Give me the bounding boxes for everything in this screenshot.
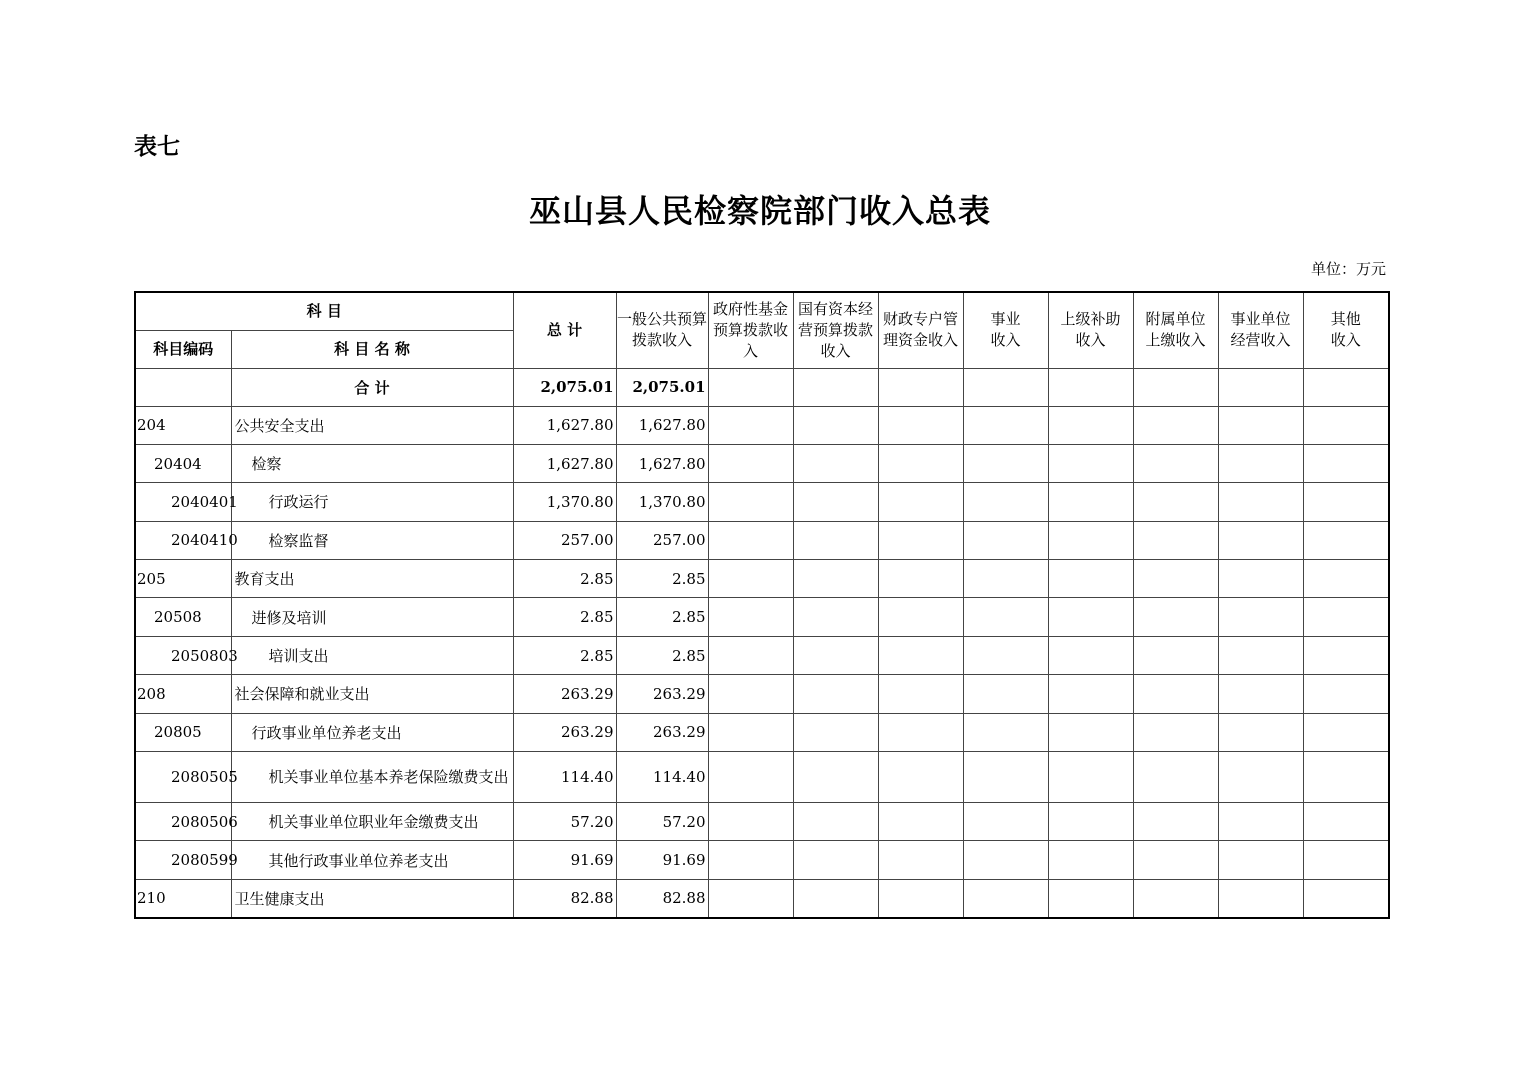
empty-cell <box>793 483 878 521</box>
subject-code-cell: 2050803 <box>135 636 231 674</box>
empty-cell <box>1218 879 1303 917</box>
header-total: 总 计 <box>513 292 616 368</box>
empty-cell <box>1048 675 1133 713</box>
empty-cell <box>793 803 878 841</box>
total-amount-cell: 257.00 <box>513 521 616 559</box>
empty-cell <box>1048 521 1133 559</box>
general-budget-cell: 91.69 <box>616 841 708 879</box>
empty-cell <box>878 444 963 482</box>
unit-label: 单位：万元 <box>1310 260 1386 278</box>
empty-cell <box>878 483 963 521</box>
empty-cell <box>878 879 963 917</box>
subject-name-cell: 社会保障和就业支出 <box>231 675 513 713</box>
empty-cell <box>1218 406 1303 444</box>
general-budget-cell: 57.20 <box>616 803 708 841</box>
table-row <box>135 675 1389 713</box>
table-row <box>135 444 1389 482</box>
empty-cell <box>963 713 1048 751</box>
table-row <box>135 713 1389 751</box>
subject-name-cell: 行政事业单位养老支出 <box>231 713 513 751</box>
empty-cell <box>1133 675 1218 713</box>
empty-cell <box>1218 483 1303 521</box>
table-row <box>135 406 1389 444</box>
empty-cell <box>793 521 878 559</box>
general-budget-cell: 1,627.80 <box>616 406 708 444</box>
empty-cell <box>1048 752 1133 803</box>
subject-code-cell: 210 <box>135 879 231 917</box>
empty-cell <box>1218 752 1303 803</box>
empty-cell <box>793 752 878 803</box>
empty-cell <box>878 675 963 713</box>
empty-cell <box>963 560 1048 598</box>
total-label: 合 计 <box>231 368 513 406</box>
empty-cell <box>708 675 793 713</box>
empty-cell <box>708 483 793 521</box>
header-superior-subsidy: 上级补助收入 <box>1048 292 1133 368</box>
general-budget-cell: 263.29 <box>616 713 708 751</box>
page-title: 巫山县人民检察院部门收入总表 <box>528 192 991 230</box>
subject-code-cell: 205 <box>135 560 231 598</box>
empty-cell <box>1303 879 1389 917</box>
empty-cell <box>708 444 793 482</box>
empty-cell <box>963 521 1048 559</box>
empty-cell <box>963 636 1048 674</box>
subject-code-cell: 20805 <box>135 713 231 751</box>
empty-cell <box>793 406 878 444</box>
total-amount-cell: 1,370.80 <box>513 483 616 521</box>
empty-cell <box>1048 444 1133 482</box>
empty-cell <box>708 406 793 444</box>
header-affiliated-income: 附属单位上缴收入 <box>1133 292 1218 368</box>
header-general-budget: 一般公共预算拨款收入 <box>616 292 708 368</box>
empty-cell <box>963 675 1048 713</box>
empty-cell <box>1048 803 1133 841</box>
empty-cell <box>1048 560 1133 598</box>
empty-cell <box>1218 636 1303 674</box>
empty-cell <box>708 752 793 803</box>
table-row <box>135 803 1389 841</box>
empty-cell <box>1303 636 1389 674</box>
empty-cell <box>1218 803 1303 841</box>
subject-name-cell: 其他行政事业单位养老支出 <box>231 841 513 879</box>
income-summary-table <box>134 291 1390 919</box>
subject-code-cell: 204 <box>135 406 231 444</box>
total-row <box>135 368 1389 406</box>
subject-code-cell: 2080505 <box>135 752 231 803</box>
subject-code-cell: 208 <box>135 675 231 713</box>
header-other-income: 其他收入 <box>1303 292 1389 368</box>
header-state-capital: 国有资本经营预算拨款收入 <box>793 292 878 368</box>
subject-code-cell: 2040410 <box>135 521 231 559</box>
empty-cell <box>1048 713 1133 751</box>
subject-name-cell: 机关事业单位基本养老保险缴费支出 <box>231 752 513 803</box>
empty-cell <box>708 803 793 841</box>
table-row <box>135 879 1389 917</box>
empty-cell <box>1133 713 1218 751</box>
empty-cell <box>793 675 878 713</box>
table-row <box>135 560 1389 598</box>
total-amount-cell: 2.85 <box>513 636 616 674</box>
table-label: 表七 <box>134 134 180 160</box>
empty-cell <box>878 752 963 803</box>
empty-cell <box>793 560 878 598</box>
table-row <box>135 841 1389 879</box>
subject-name-cell: 卫生健康支出 <box>231 879 513 917</box>
empty-cell <box>1048 841 1133 879</box>
header-business-income: 事业收入 <box>963 292 1048 368</box>
empty-cell <box>1303 675 1389 713</box>
general-budget-cell: 1,627.80 <box>616 444 708 482</box>
empty-cell <box>708 521 793 559</box>
empty-cell <box>878 841 963 879</box>
empty-cell <box>1303 713 1389 751</box>
general-budget-cell: 2.85 <box>616 598 708 636</box>
table-row <box>135 483 1389 521</box>
empty-cell <box>1303 483 1389 521</box>
empty-cell <box>1133 841 1218 879</box>
empty-cell <box>708 598 793 636</box>
empty-cell <box>878 713 963 751</box>
empty-cell <box>878 406 963 444</box>
header-subject-group: 科 目 <box>135 292 513 330</box>
table-row <box>135 752 1389 803</box>
empty-cell <box>1133 803 1218 841</box>
general-budget-cell: 2.85 <box>616 560 708 598</box>
empty-cell <box>1133 598 1218 636</box>
total-general-budget: 2,075.01 <box>616 368 708 406</box>
empty-cell <box>1303 406 1389 444</box>
empty-cell <box>1133 752 1218 803</box>
empty-cell <box>1303 803 1389 841</box>
total-amount-cell: 1,627.80 <box>513 406 616 444</box>
empty-cell <box>1048 879 1133 917</box>
empty-cell <box>1133 444 1218 482</box>
empty-cell <box>708 560 793 598</box>
empty-cell <box>1303 598 1389 636</box>
empty-cell <box>793 713 878 751</box>
empty-cell <box>1048 598 1133 636</box>
empty-cell <box>1133 636 1218 674</box>
header-subject-code: 科目编码 <box>135 330 231 368</box>
empty-cell <box>963 841 1048 879</box>
total-amount-cell: 82.88 <box>513 879 616 917</box>
empty-cell <box>1218 560 1303 598</box>
empty-cell <box>1218 521 1303 559</box>
table-row <box>135 636 1389 674</box>
subject-name-cell: 教育支出 <box>231 560 513 598</box>
total-amount-cell: 1,627.80 <box>513 444 616 482</box>
total-amount-cell: 91.69 <box>513 841 616 879</box>
empty-cell <box>1133 521 1218 559</box>
empty-cell <box>963 406 1048 444</box>
empty-cell <box>1218 841 1303 879</box>
subject-name-cell: 培训支出 <box>231 636 513 674</box>
empty-cell <box>793 841 878 879</box>
empty-cell <box>1303 560 1389 598</box>
header-subject-name: 科 目 名 称 <box>231 330 513 368</box>
table-row <box>135 598 1389 636</box>
empty-cell <box>708 713 793 751</box>
empty-cell <box>793 598 878 636</box>
empty-cell <box>793 636 878 674</box>
empty-cell <box>1218 713 1303 751</box>
subject-name-cell: 公共安全支出 <box>231 406 513 444</box>
general-budget-cell: 1,370.80 <box>616 483 708 521</box>
empty-cell <box>1133 406 1218 444</box>
subject-code-cell: 2080599 <box>135 841 231 879</box>
general-budget-cell: 82.88 <box>616 879 708 917</box>
total-amount-cell: 2.85 <box>513 560 616 598</box>
total-amount: 2,075.01 <box>513 368 616 406</box>
total-amount-cell: 2.85 <box>513 598 616 636</box>
empty-cell <box>1048 636 1133 674</box>
empty-cell <box>878 636 963 674</box>
empty-cell <box>878 803 963 841</box>
empty-cell <box>708 879 793 917</box>
empty-cell <box>963 879 1048 917</box>
empty-cell <box>708 636 793 674</box>
empty-cell <box>878 560 963 598</box>
empty-cell <box>793 879 878 917</box>
empty-cell <box>708 841 793 879</box>
empty-cell <box>963 598 1048 636</box>
table-row <box>135 521 1389 559</box>
subject-code-cell: 20404 <box>135 444 231 482</box>
subject-name-cell: 检察 <box>231 444 513 482</box>
subject-name-cell: 机关事业单位职业年金缴费支出 <box>231 803 513 841</box>
empty-cell <box>1303 841 1389 879</box>
empty-cell <box>963 483 1048 521</box>
empty-cell <box>878 598 963 636</box>
empty-cell <box>1303 521 1389 559</box>
empty-cell <box>1303 444 1389 482</box>
empty-cell <box>1133 483 1218 521</box>
empty-cell <box>1218 444 1303 482</box>
subject-code-cell: 2040401 <box>135 483 231 521</box>
empty-cell <box>1133 560 1218 598</box>
empty-cell <box>1218 598 1303 636</box>
header-gov-fund: 政府性基金预算拨款收入 <box>708 292 793 368</box>
subject-name-cell: 检察监督 <box>231 521 513 559</box>
empty-cell <box>1133 879 1218 917</box>
empty-cell <box>1048 483 1133 521</box>
general-budget-cell: 257.00 <box>616 521 708 559</box>
subject-name-cell: 进修及培训 <box>231 598 513 636</box>
empty-cell <box>878 521 963 559</box>
header-business-unit-operating: 事业单位经营收入 <box>1218 292 1303 368</box>
empty-cell <box>1218 675 1303 713</box>
general-budget-cell: 2.85 <box>616 636 708 674</box>
header-fiscal-special: 财政专户管理资金收入 <box>878 292 963 368</box>
general-budget-cell: 114.40 <box>616 752 708 803</box>
empty-cell <box>1303 752 1389 803</box>
empty-cell <box>1048 406 1133 444</box>
total-amount-cell: 57.20 <box>513 803 616 841</box>
subject-name-cell: 行政运行 <box>231 483 513 521</box>
empty-cell <box>963 752 1048 803</box>
total-amount-cell: 114.40 <box>513 752 616 803</box>
empty-cell <box>963 803 1048 841</box>
empty-cell <box>793 444 878 482</box>
subject-code-cell: 2080506 <box>135 803 231 841</box>
general-budget-cell: 263.29 <box>616 675 708 713</box>
subject-code-cell: 20508 <box>135 598 231 636</box>
total-amount-cell: 263.29 <box>513 713 616 751</box>
empty-cell <box>963 444 1048 482</box>
total-amount-cell: 263.29 <box>513 675 616 713</box>
